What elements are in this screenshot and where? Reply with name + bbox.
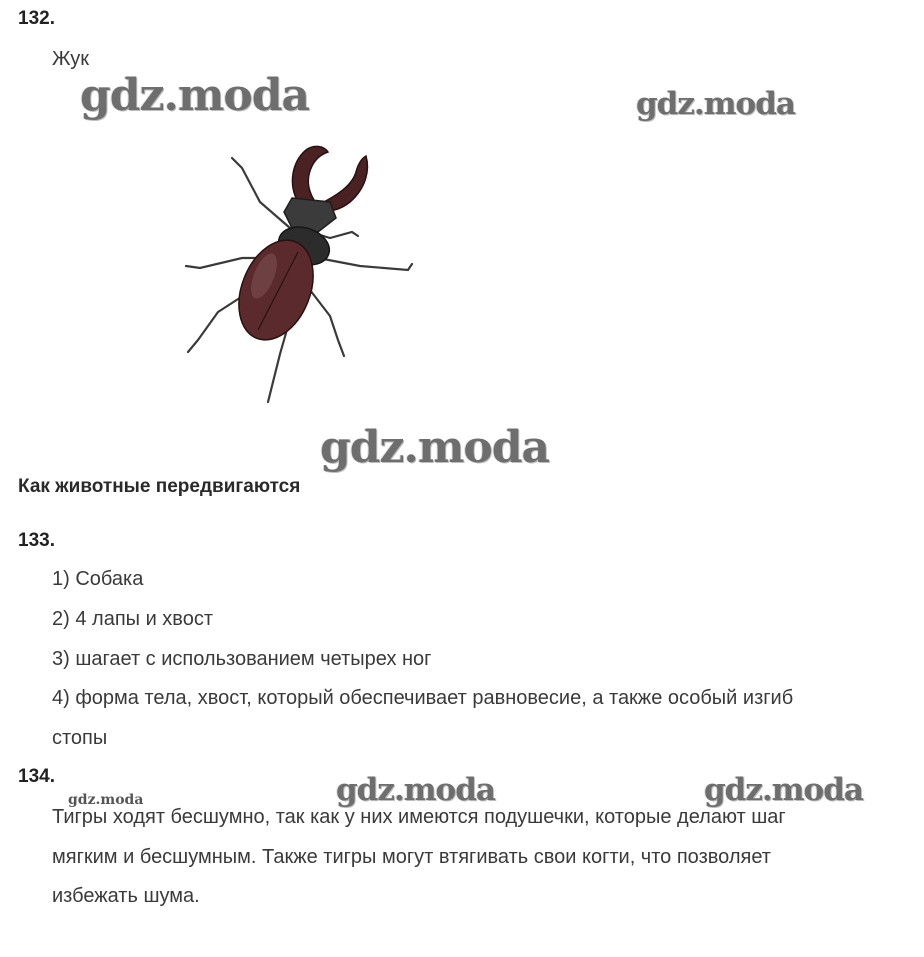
task-133-line-3: 3) шагает с использованием четырех ног xyxy=(52,648,432,670)
task-133-number: 133. xyxy=(18,530,55,551)
task-133-line-4: 4) форма тела, хвост, который обеспечивает равновесие, а также особый изгиб xyxy=(52,687,794,709)
watermark-top-right: gdz.moda xyxy=(636,86,795,122)
watermark-top-left: gdz.moda xyxy=(80,70,310,121)
stag-beetle-icon xyxy=(180,140,420,405)
watermark-mid: gdz.moda xyxy=(336,772,495,808)
task-133-line-2: 2) 4 лапы и хвост xyxy=(52,608,213,630)
task-133-line-1: 1) Собака xyxy=(52,568,144,590)
watermark-center: gdz.moda xyxy=(320,422,550,473)
task-134-line-2: мягким и бесшумным. Также тигры могут втягивать свои когти, что позволяет xyxy=(52,846,771,868)
task-134-line-1: Тигры ходят бесшумно, так как у них имеются подушечки, которые делают шаг xyxy=(52,806,786,828)
task-134-line-3: избежать шума. xyxy=(52,885,200,907)
watermark-small: gdz.moda xyxy=(68,792,144,808)
task-132-answer: Жук xyxy=(52,48,89,70)
task-133-line-5: стопы xyxy=(52,727,108,749)
task-134-number: 134. xyxy=(18,766,55,787)
task-132-number: 132. xyxy=(18,8,55,29)
watermark-right: gdz.moda xyxy=(704,772,863,808)
section-title: Как животные передвигаются xyxy=(18,476,301,497)
mandible-left xyxy=(292,146,328,202)
